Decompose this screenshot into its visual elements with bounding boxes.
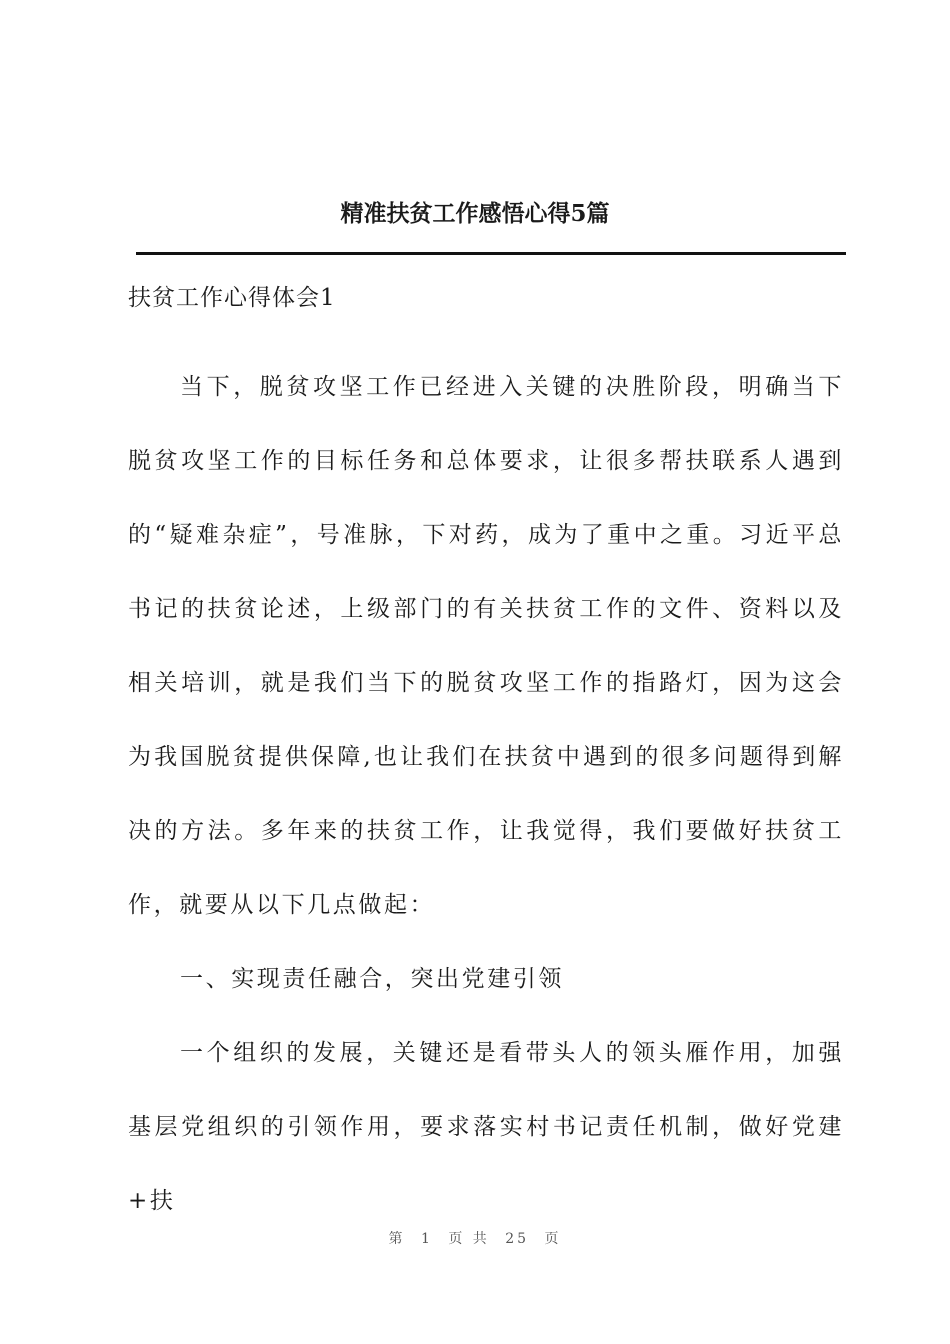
- section-heading: 扶贫工作心得体会1: [128, 285, 336, 311]
- footer-label-page: 第: [388, 1231, 406, 1247]
- title-divider: [136, 252, 846, 255]
- footer-label-total: 页 共: [448, 1231, 490, 1247]
- page-title: 精准扶贫工作感悟心得5篇: [340, 200, 610, 227]
- paragraph-intro: 当下，脱贫攻坚工作已经进入关键的决胜阶段，明确当下脱贫攻坚工作的目标任务和总体要求，让很多帮扶联系人遇到的“疑难杂症”，号准脉，下对药，成为了重中之重。习近平总书记的扶贫论述，上级部门的有关扶贫工作的文件、资料以及相关培训，就是我们当下的脱贫攻坚工作的指路灯，因为这会为我国脱贫提供保障,也让我们在扶贫中遇到的很多问题得到解决的方法。多年来的扶贫工作，让我觉得，我们要做好扶贫工作，就要从以下几点做起：: [128, 374, 844, 918]
- paragraph-subheading: 一、实现责任融合，突出党建引领: [180, 966, 564, 992]
- paragraph-body: 一个组织的发展，关键还是看带头人的领头雁作用，加强基层党组织的引领作用，要求落实村书记责任机制，做好党建+扶: [128, 1040, 844, 1214]
- footer-label-end: 页: [544, 1231, 562, 1247]
- footer-total-pages: 25: [505, 1231, 530, 1247]
- body-text: [128, 350, 844, 1238]
- footer-current-page: 1: [420, 1231, 433, 1247]
- page-footer: [0, 1228, 950, 1250]
